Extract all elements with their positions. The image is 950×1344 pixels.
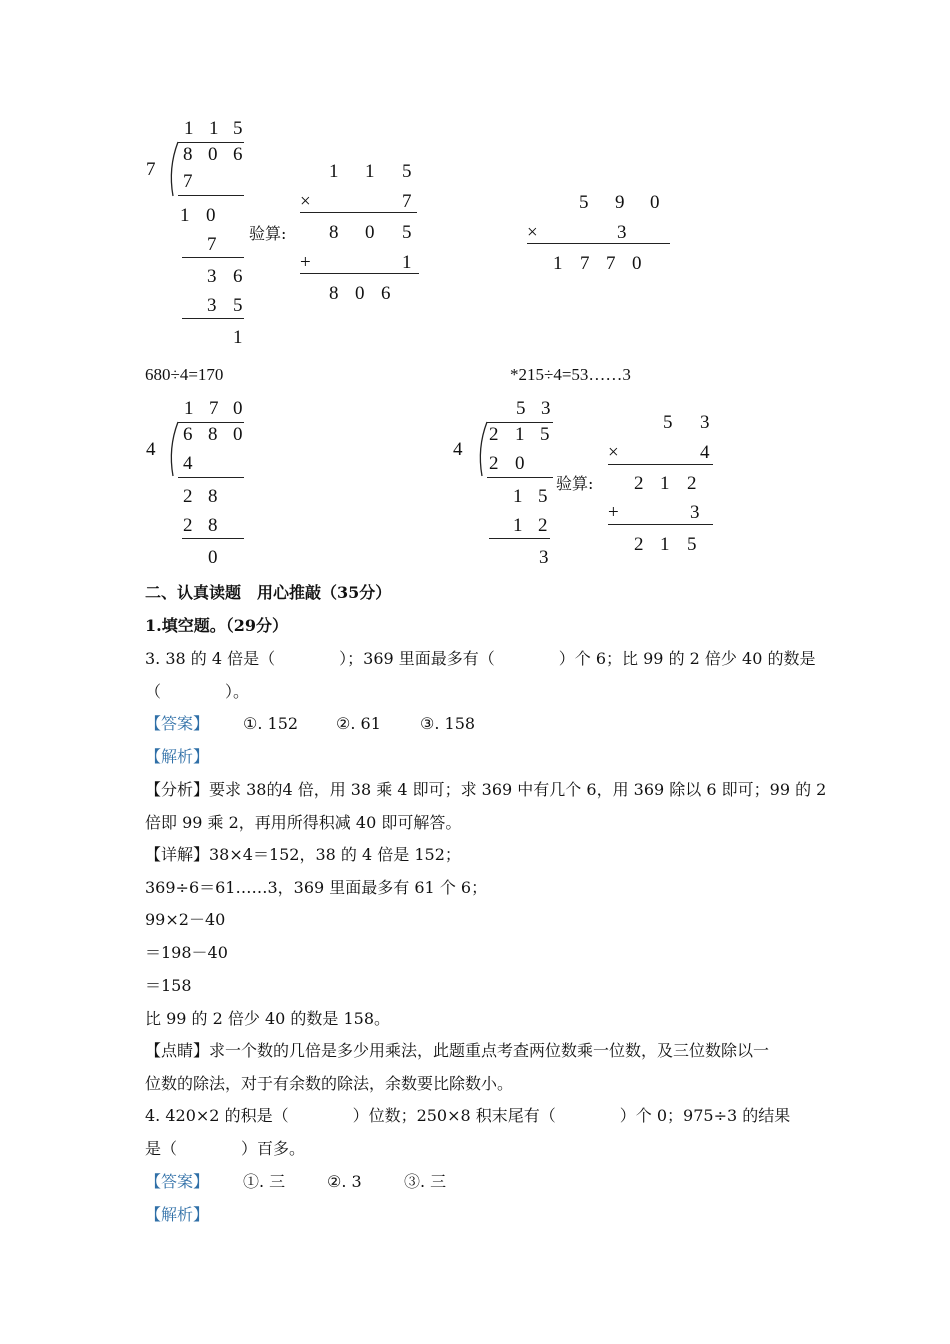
division-bar xyxy=(178,422,244,423)
digit: 0 xyxy=(650,192,660,213)
divisor: 4 xyxy=(453,439,463,460)
question-4-line-2: 是（ ）百多。 xyxy=(145,1139,306,1158)
digit: 1 xyxy=(553,253,563,274)
subtract-digit: 7 xyxy=(207,234,217,255)
digit: 1 xyxy=(365,161,375,182)
detail-line: 【详解】38×4＝152，38 的 4 倍是 152； xyxy=(145,845,461,864)
quotient-digit: 1 xyxy=(209,118,219,139)
divisor: 7 xyxy=(146,159,156,180)
step-line xyxy=(527,243,670,244)
step-line xyxy=(489,538,550,539)
quotient-digit: 3 xyxy=(541,398,551,419)
subtract-digit: 4 xyxy=(183,453,193,474)
digit: 9 xyxy=(615,192,625,213)
digit: 1 xyxy=(660,473,670,494)
quotient-digit: 1 xyxy=(184,398,194,419)
divisor: 4 xyxy=(146,439,156,460)
step-line xyxy=(608,464,713,465)
question-3-line-2: （ ）。 xyxy=(145,682,250,701)
equation-680-div-4: 680÷4=170 xyxy=(145,365,224,384)
times-sign: × xyxy=(527,222,538,243)
digit: 5 xyxy=(402,222,412,243)
digit: 2 xyxy=(687,473,697,494)
step-line xyxy=(182,538,244,539)
step-line xyxy=(182,318,244,319)
digit: 6 xyxy=(381,283,391,304)
digit: 1 xyxy=(402,252,412,273)
plus-sign: + xyxy=(608,502,619,523)
section-title: 二、认真读题 用心推敲（35分） xyxy=(145,583,392,602)
dividend-digit: 0 xyxy=(208,144,218,165)
subtract-digit: 0 xyxy=(515,453,525,474)
digit: 3 xyxy=(690,502,700,523)
tip-line: 位数的除法，对于有余数的除法，余数要比除数小。 xyxy=(145,1074,514,1093)
digit: 1 xyxy=(660,534,670,555)
equation-215-div-4: *215÷4=53……3 xyxy=(510,365,631,384)
step-line xyxy=(608,524,713,525)
digit: 7 xyxy=(402,191,412,212)
digit: 1 xyxy=(329,161,339,182)
step-line xyxy=(300,273,419,274)
subtract-digit: 2 xyxy=(538,515,548,536)
digit: 5 xyxy=(402,161,412,182)
remainder-digit: 1 xyxy=(180,205,190,226)
digit: 5 xyxy=(663,412,673,433)
check-label: 验算: xyxy=(556,474,594,493)
answer-item: ②. 3 xyxy=(327,1172,362,1191)
times-sign: × xyxy=(300,191,311,212)
tip-line: 【点睛】求一个数的几倍是多少用乘法，此题重点考查两位数乘一位数，及三位数除以一 xyxy=(145,1041,770,1060)
times-sign: × xyxy=(608,442,619,463)
digit: 3 xyxy=(700,412,710,433)
detail-line: 99×2－40 xyxy=(145,910,226,929)
dividend-digit: 6 xyxy=(233,144,243,165)
dividend-digit: 8 xyxy=(208,424,218,445)
remainder-digit: 8 xyxy=(208,486,218,507)
remainder-digit: 3 xyxy=(207,266,217,287)
plus-sign: + xyxy=(300,252,311,273)
subsection-title: 1.填空题。（29分） xyxy=(145,616,288,635)
subtract-digit: 2 xyxy=(489,453,499,474)
subtract-digit: 2 xyxy=(183,515,193,536)
analysis-tag: 【解析】 xyxy=(145,1205,210,1224)
digit: 7 xyxy=(606,253,616,274)
answer-item: ③. 三 xyxy=(404,1172,447,1191)
quotient-digit: 7 xyxy=(209,398,219,419)
dividend-digit: 1 xyxy=(515,424,525,445)
answer-tag: 【答案】 xyxy=(145,1172,210,1191)
digit: 2 xyxy=(634,473,644,494)
digit: 5 xyxy=(579,192,589,213)
detail-line: ＝158 xyxy=(145,976,192,995)
answer-item: ①. 152 xyxy=(243,714,299,733)
dividend-digit: 0 xyxy=(233,424,243,445)
subtract-digit: 7 xyxy=(183,171,193,192)
step-line xyxy=(487,477,553,478)
division-bar xyxy=(487,422,553,423)
analysis-line: 【分析】要求 38的4 倍，用 38 乘 4 即可；求 369 中有几个 6，用 369 除以 6 即可；99 的 2 xyxy=(145,780,827,799)
answer-tag: 【答案】 xyxy=(145,714,210,733)
question-3-line-1: 3. 38 的 4 倍是（ ）；369 里面最多有（ ）个 6；比 99 的 2 倍少 40 的数是 xyxy=(145,649,816,668)
dividend-digit: 2 xyxy=(489,424,499,445)
question-4-line-1: 4. 420×2 的积是（ ）位数；250×8 积末尾有（ ）个 0；975÷3 的结果 xyxy=(145,1106,791,1125)
final-remainder: 0 xyxy=(208,547,218,568)
final-remainder: 3 xyxy=(539,547,549,568)
subtract-digit: 1 xyxy=(513,515,523,536)
digit: 5 xyxy=(687,534,697,555)
step-line xyxy=(178,195,244,196)
digit: 4 xyxy=(700,442,710,463)
digit: 3 xyxy=(617,222,627,243)
subtract-digit: 5 xyxy=(233,295,243,316)
remainder-digit: 5 xyxy=(538,486,548,507)
analysis-line: 倍即 99 乘 2，再用所得积减 40 即可解答。 xyxy=(145,813,462,832)
step-line xyxy=(300,212,417,213)
step-line xyxy=(178,477,244,478)
quotient-digit: 1 xyxy=(184,118,194,139)
detail-line: ＝198－40 xyxy=(145,943,228,962)
digit: 8 xyxy=(329,283,339,304)
step-line xyxy=(182,257,244,258)
quotient-digit: 0 xyxy=(233,398,243,419)
subtract-digit: 8 xyxy=(208,515,218,536)
remainder-digit: 0 xyxy=(206,205,216,226)
dividend-digit: 5 xyxy=(540,424,550,445)
digit: 0 xyxy=(365,222,375,243)
subtract-digit: 3 xyxy=(207,295,217,316)
final-remainder: 1 xyxy=(233,327,243,348)
dividend-digit: 8 xyxy=(183,144,193,165)
detail-line: 369÷6＝61……3，369 里面最多有 61 个 6； xyxy=(145,878,488,897)
digit: 2 xyxy=(634,534,644,555)
check-label: 验算: xyxy=(249,224,287,243)
digit: 0 xyxy=(632,253,642,274)
answer-item: ③. 158 xyxy=(420,714,476,733)
digit: 7 xyxy=(580,253,590,274)
digit: 0 xyxy=(355,283,365,304)
dividend-digit: 6 xyxy=(183,424,193,445)
analysis-tag: 【解析】 xyxy=(145,747,210,766)
remainder-digit: 2 xyxy=(183,486,193,507)
quotient-digit: 5 xyxy=(233,118,243,139)
detail-line: 比 99 的 2 倍少 40 的数是 158。 xyxy=(145,1009,391,1028)
quotient-digit: 5 xyxy=(516,398,526,419)
digit: 8 xyxy=(329,222,339,243)
remainder-digit: 1 xyxy=(513,486,523,507)
remainder-digit: 6 xyxy=(233,266,243,287)
answer-item: ②. 61 xyxy=(336,714,381,733)
answer-item: ①. 三 xyxy=(243,1172,286,1191)
